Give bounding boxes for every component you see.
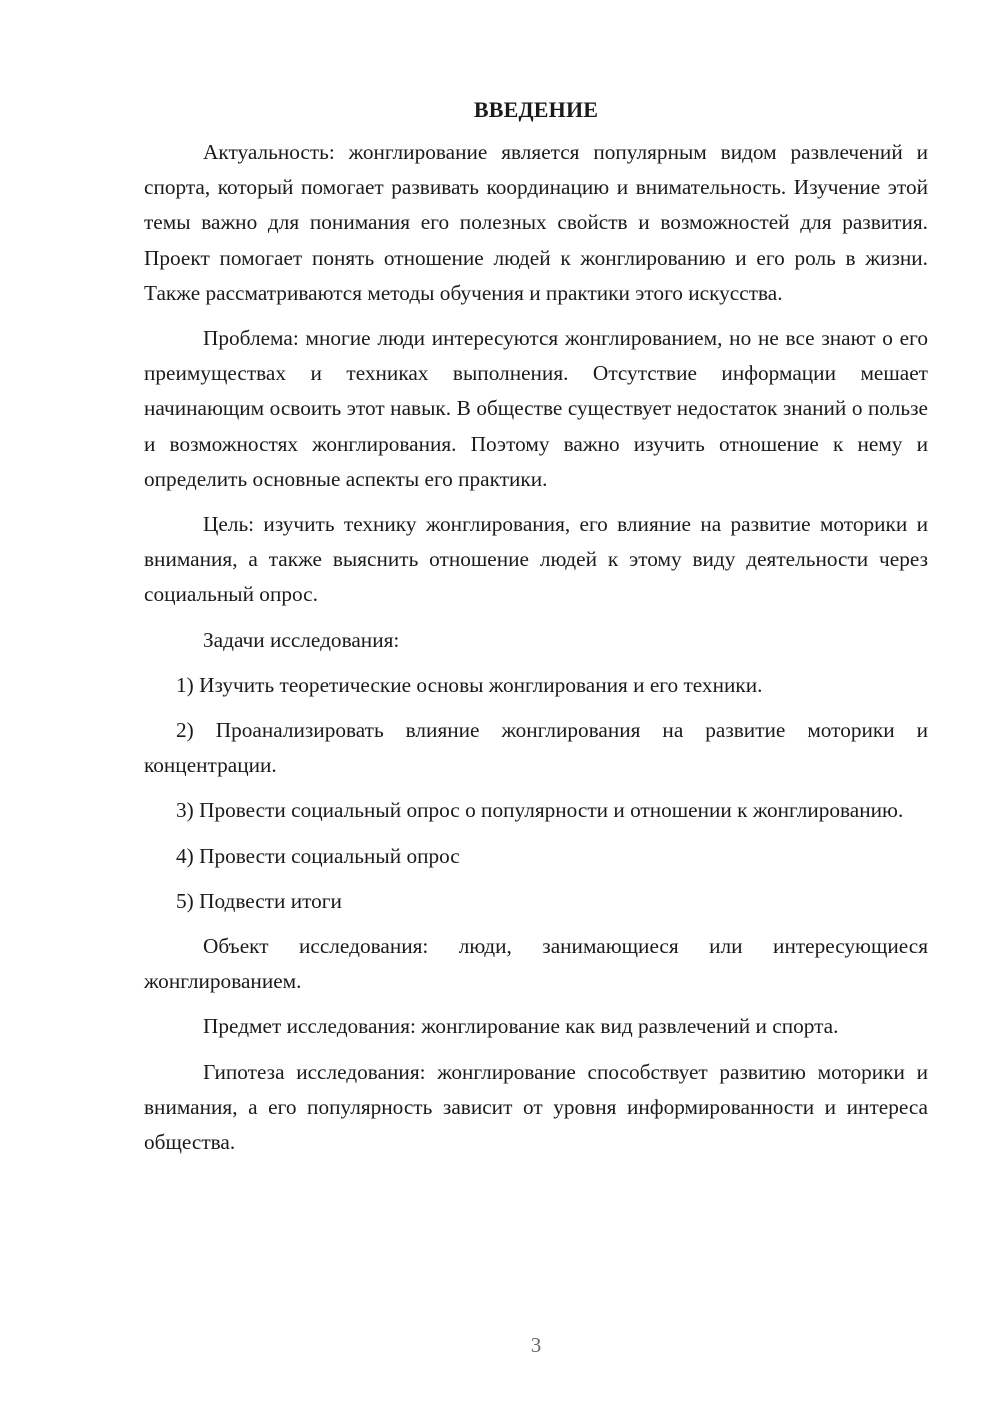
task-item-1: 1) Изучить теоретические основы жонглирования и его техники.	[176, 672, 763, 697]
page-number: 3	[530, 1333, 542, 1357]
task-item-3: 3) Провести социальный опрос о популярности и отношении к жонглированию.	[176, 798, 904, 823]
page-content	[144, 92, 928, 1170]
relevance-paragraph: Актуальность: жонглирование является популярным видом развлечений и спорта, который помогает развивать координацию и внимательность. Изучение этой темы важно для понимания его полезных свойств и возможностей для развития. Проект помогает понять отношение людей к жонглированию и его роль в жизни. Также рассматриваются методы обучения и практики этого искусства.	[144, 140, 928, 305]
subject-paragraph: Предмет исследования: жонглирование как вид развлечений и спорта.	[203, 1014, 839, 1039]
object-paragraph: Объект исследования: люди, занимающиеся или интересующиеся жонглированием.	[144, 934, 928, 994]
problem-paragraph: Проблема: многие люди интересуются жонглированием, но не все знают о его преимуществах и техниках выполнения. Отсутствие информации мешает начинающим освоить этот навык. В обществе существует недостаток знаний о пользе и возможностях жонглирования. Поэтому важно изучить отношение к нему и определить основные аспекты его практики.	[144, 326, 928, 491]
task-item-5: 5) Подвести итоги	[176, 888, 342, 913]
task-item-2: 2) Проанализировать влияние жонглирования на развитие моторики и концентрации.	[144, 718, 928, 778]
tasks-heading: Задачи исследования:	[203, 627, 400, 652]
goal-paragraph: Цель: изучить технику жонглирования, его влияние на развитие моторики и внимания, а также выяснить отношение людей к этому виду деятельности через социальный опрос.	[144, 512, 928, 607]
section-title: ВВЕДЕНИЕ	[473, 97, 599, 122]
task-item-4: 4) Провести социальный опрос	[176, 843, 460, 868]
hypothesis-paragraph: Гипотеза исследования: жонглирование способствует развитию моторики и внимания, а его популярность зависит от уровня информированности и интереса общества.	[144, 1059, 928, 1155]
